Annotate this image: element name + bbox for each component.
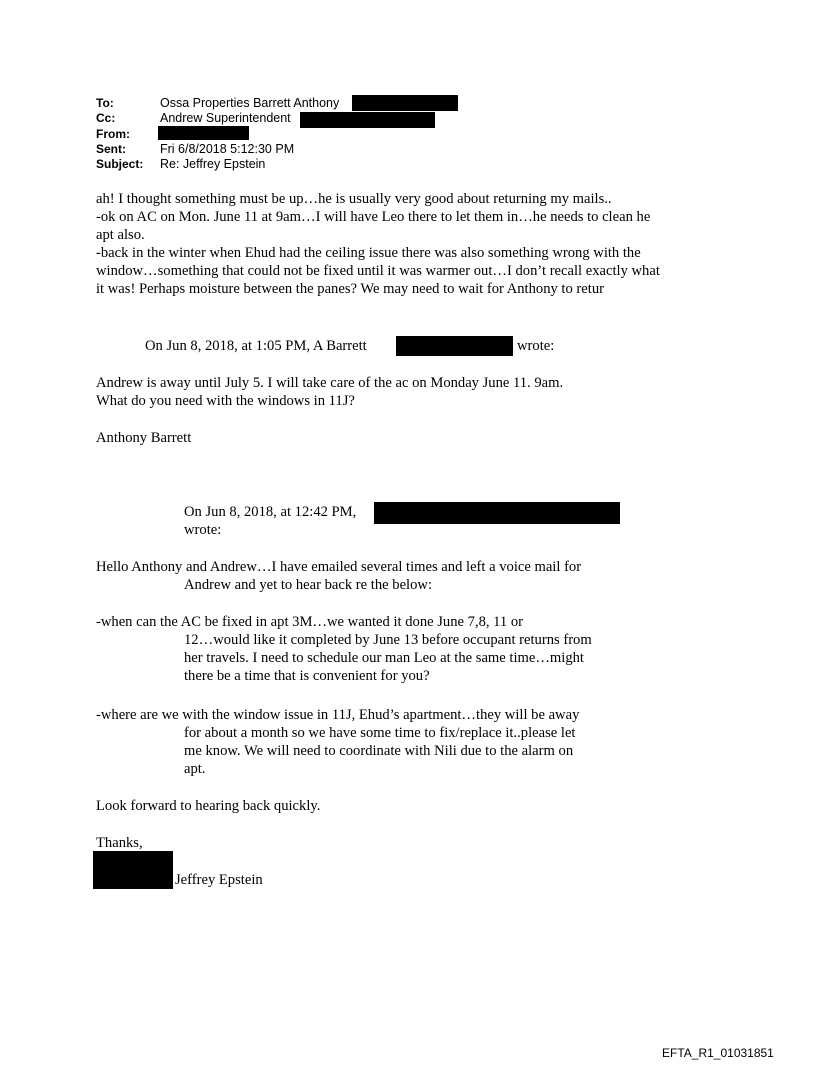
body-line: it was! Perhaps moisture between the panes? We may need to wait for Anthony to retur	[96, 281, 604, 297]
redaction-box	[300, 112, 435, 128]
body-line: Hello Anthony and Andrew…I have emailed several times and left a voice mail for	[96, 559, 582, 575]
body-line: -back in the winter when Ehud had the ceiling issue there was also something wrong with the	[96, 245, 641, 261]
cc-value: Andrew Superintendent	[160, 111, 291, 125]
quote-wrote: wrote:	[517, 338, 555, 354]
redaction-box	[374, 502, 620, 524]
to-label: To:	[96, 96, 114, 110]
cc-label: Cc:	[96, 111, 116, 125]
sent-label: Sent:	[96, 142, 126, 156]
thanks-line: Thanks,	[96, 835, 143, 851]
body-line: 12…would like it completed by June 13 before occupant returns from	[184, 632, 592, 648]
sent-value: Fri 6/8/2018 5:12:30 PM	[160, 142, 295, 156]
redaction-box	[158, 126, 249, 140]
redaction-box	[93, 851, 173, 889]
body-line: me know. We will need to coordinate with Nili due to the alarm on	[184, 743, 574, 759]
sign-name: Jeffrey Epstein	[175, 872, 263, 888]
body-line: for about a month so we have some time to fix/replace it..please let	[184, 725, 576, 741]
quote-intro: On Jun 8, 2018, at 12:42 PM,	[184, 504, 357, 520]
body-line: her travels. I need to schedule our man Leo at the same time…might	[184, 650, 584, 666]
body-line: apt also.	[96, 227, 145, 243]
quote-wrote: wrote:	[184, 522, 222, 538]
quote-intro: On Jun 8, 2018, at 1:05 PM, A Barrett	[145, 338, 367, 354]
subject-value: Re: Jeffrey Epstein	[160, 157, 266, 171]
body-line: -where are we with the window issue in 11J, Ehud’s apartment…they will be away	[96, 707, 580, 723]
body-line: -ok on AC on Mon. June 11 at 9am…I will have Leo there to let them in…he needs to clean he	[96, 209, 651, 225]
closing-line: Look forward to hearing back quickly.	[96, 798, 321, 814]
document-id: EFTA_R1_01031851	[662, 1046, 774, 1060]
body-line: -when can the AC be fixed in apt 3M…we wanted it done June 7,8, 11 or	[96, 614, 524, 630]
to-value: Ossa Properties Barrett Anthony	[160, 96, 340, 110]
from-label: From:	[96, 127, 130, 141]
redaction-box	[396, 336, 513, 356]
body-line: Andrew and yet to hear back re the below:	[184, 577, 432, 593]
body-line: window…something that could not be fixed until it was warmer out…I don’t recall exactly what	[96, 263, 660, 279]
body-line: there be a time that is convenient for you?	[184, 668, 430, 684]
body-line: What do you need with the windows in 11J?	[96, 393, 355, 409]
body-line: ah! I thought something must be up…he is usually very good about returning my mails..	[96, 191, 612, 207]
body-line: Andrew is away until July 5. I will take care of the ac on Monday June 11. 9am.	[96, 375, 564, 391]
subject-label: Subject:	[96, 157, 144, 171]
signature: Anthony Barrett	[96, 430, 192, 446]
redaction-box	[352, 95, 458, 111]
body-line: apt.	[184, 761, 206, 777]
